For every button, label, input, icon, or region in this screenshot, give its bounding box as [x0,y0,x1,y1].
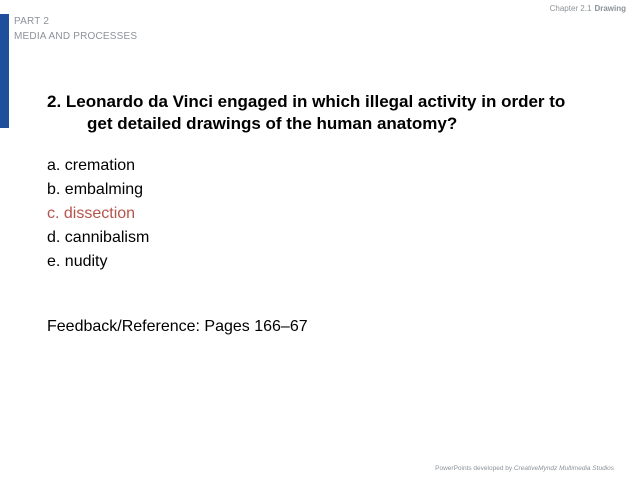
feedback-reference: Feedback/Reference: Pages 166–67 [47,318,308,335]
chapter-number: Chapter 2.1 [549,4,592,13]
chapter-header [550,4,626,13]
part-label [14,14,137,44]
option-d: d. cannibalism [47,229,150,246]
section-title: MEDIA AND PROCESSES [14,31,138,42]
answer-options [47,154,149,274]
footer-prefix: PowerPoints developed by [435,465,513,472]
option-b: b. embalming [47,181,144,198]
footer-credit [435,465,614,472]
chapter-title: Drawing [594,4,626,13]
option-a: a. cremation [47,157,136,174]
question-line-1: 2. Leonardo da Vinci engaged in which illegal activity in order to [47,92,566,111]
question-text [47,91,612,135]
question-line-2: get detailed drawings of the human anatomy? [87,114,458,133]
option-e: e. nudity [47,253,108,270]
option-c-correct: c. dissection [47,205,136,222]
footer-studio: CreativeMyndz Multimedia Studios [513,465,614,472]
part-number: PART 2 [14,16,50,27]
accent-bar [0,14,9,128]
